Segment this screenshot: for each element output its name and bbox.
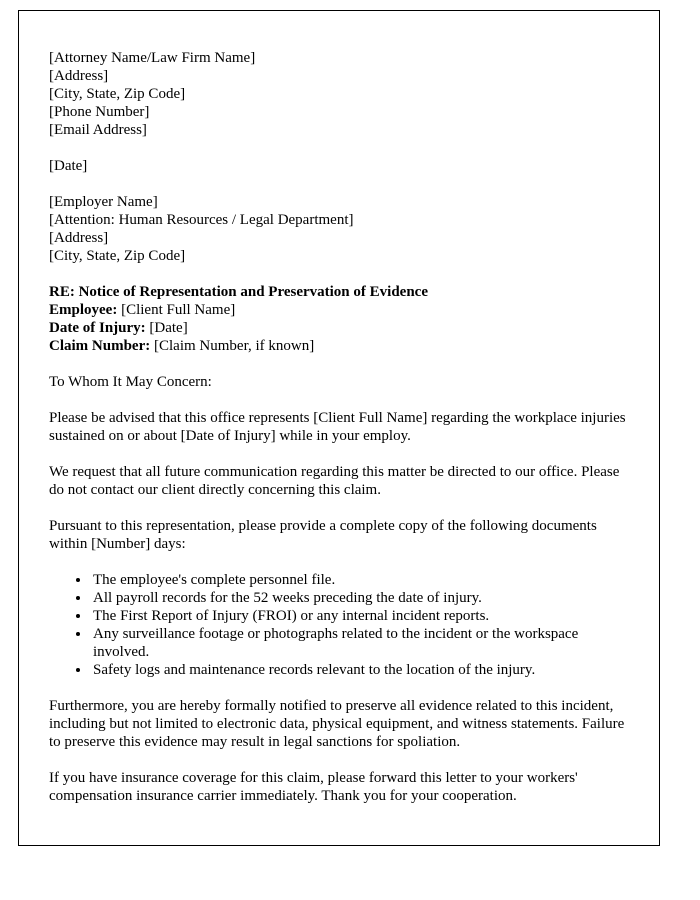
field-value: [Date] [145, 320, 188, 336]
body-paragraph: Furthermore, you are hereby formally notified to preserve all evidence related to this incident, including but not limited to electronic data, physical equipment, and witness statements. Failure to preserve this evidence may result in legal sanctions for spoliation. [49, 698, 625, 750]
field-value: [Claim Number, if known] [150, 338, 315, 354]
sender-line: [Attorney Name/Law Firm Name] [49, 50, 256, 66]
document-request-list [49, 571, 631, 679]
re-line: RE: Notice of Representation and Preservation of Evidence [49, 284, 428, 300]
list-item: • The First Report of Injury (FROI) or any internal incident reports. [91, 607, 631, 625]
recipient-line: [Employer Name] [49, 194, 158, 210]
letter-body [49, 49, 631, 805]
recipient-address-block [49, 193, 631, 265]
sender-line: [Address] [49, 68, 109, 84]
body-paragraph: Please be advised that this office represents [Client Full Name] regarding the workplace injuries sustained on or about [Date of Injury] while in your employ. [49, 410, 626, 444]
recipient-line: [Address] [49, 230, 109, 246]
subject-block [49, 283, 631, 355]
recipient-line: [Attention: Human Resources / Legal Department] [49, 212, 354, 228]
field-label: Claim Number: [49, 338, 151, 354]
list-item: • The employee's complete personnel file. [91, 571, 631, 589]
list-item: • Any surveillance footage or photographs related to the incident or the workspace involved. [91, 625, 631, 661]
sender-address-block [49, 49, 631, 139]
sender-line: [Email Address] [49, 122, 147, 138]
field-label: Date of Injury: [49, 320, 146, 336]
date-line: [Date] [49, 158, 88, 174]
list-item: • All payroll records for the 52 weeks preceding the date of injury. [91, 589, 631, 607]
body-paragraph: If you have insurance coverage for this claim, please forward this letter to your workers' compensation insurance carrier immediately. Thank you for your cooperation. [49, 770, 578, 804]
date-block [49, 157, 631, 175]
recipient-line: [City, State, Zip Code] [49, 248, 186, 264]
salutation: To Whom It May Concern: [49, 374, 212, 390]
subject-field-date-of-injury [49, 319, 631, 337]
sender-line: [City, State, Zip Code] [49, 86, 186, 102]
letter-page [18, 10, 660, 846]
subject-field-employee [49, 301, 631, 319]
subject-field-claim-number [49, 337, 631, 355]
sender-line: [Phone Number] [49, 104, 150, 120]
body-paragraph: We request that all future communication regarding this matter be directed to our office. Please do not contact our client directly concerning this claim. [49, 464, 620, 498]
list-item: • Safety logs and maintenance records relevant to the location of the injury. [91, 661, 631, 679]
field-value: [Client Full Name] [117, 302, 236, 318]
body-paragraph: Pursuant to this representation, please provide a complete copy of the following documents within [Number] days: [49, 518, 597, 552]
field-label: Employee: [49, 302, 118, 318]
